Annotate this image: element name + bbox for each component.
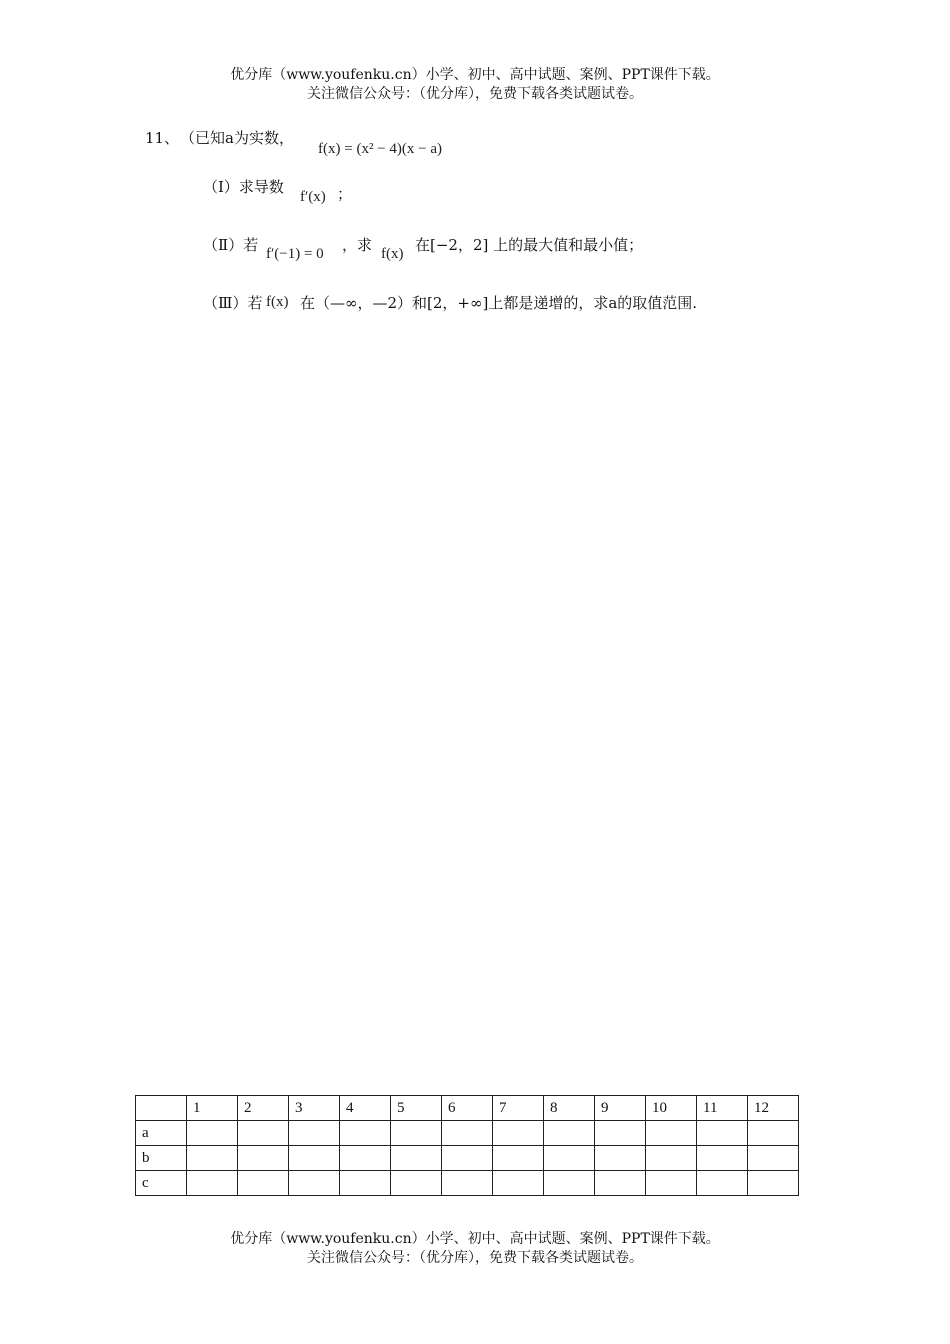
answer-table-header-cell: 12 — [748, 1096, 799, 1121]
part2-function: f(x) — [381, 246, 404, 262]
answer-table-header-cell: 6 — [442, 1096, 493, 1121]
answer-cell[interactable] — [289, 1171, 340, 1196]
answer-table — [135, 1095, 799, 1196]
answer-cell[interactable] — [340, 1171, 391, 1196]
part3-function: f(x) — [266, 294, 289, 310]
part1-end: ； — [337, 185, 353, 203]
answer-cell[interactable] — [697, 1121, 748, 1146]
answer-cell[interactable] — [442, 1121, 493, 1146]
answer-cell[interactable] — [238, 1121, 289, 1146]
part2-label: （Ⅱ）若 — [203, 236, 259, 254]
part3-end: 在（—∞，—2）和[2，+∞]上都是递增的，求a的取值范围. — [300, 294, 698, 312]
part3-label: （Ⅲ）若 — [203, 294, 263, 312]
part2-condition: f′(−1) = 0 — [266, 246, 324, 262]
answer-cell[interactable] — [646, 1121, 697, 1146]
answer-cell[interactable] — [340, 1146, 391, 1171]
answer-cell[interactable] — [646, 1171, 697, 1196]
part2-end: 在[−2，2] 上的最大值和最小值； — [415, 236, 644, 254]
answer-table-header-cell: 2 — [238, 1096, 289, 1121]
answer-cell[interactable] — [748, 1146, 799, 1171]
part1-derivative: f′(x) — [300, 189, 326, 205]
answer-cell[interactable] — [697, 1171, 748, 1196]
part2-mid: ，求 — [342, 236, 373, 254]
answer-table-header-cell: 9 — [595, 1096, 646, 1121]
answer-table-header-cell: 11 — [697, 1096, 748, 1121]
answer-table-header-row — [136, 1096, 799, 1121]
answer-cell[interactable] — [544, 1171, 595, 1196]
answer-cell[interactable] — [187, 1171, 238, 1196]
answer-cell[interactable] — [442, 1171, 493, 1196]
answer-cell[interactable] — [391, 1171, 442, 1196]
answer-table-row — [136, 1171, 799, 1196]
answer-cell[interactable] — [595, 1121, 646, 1146]
answer-table-header-cell: 3 — [289, 1096, 340, 1121]
answer-table-header-cell: 7 — [493, 1096, 544, 1121]
answer-table-row-label: c — [136, 1171, 187, 1196]
answer-cell[interactable] — [238, 1171, 289, 1196]
answer-table-header-cell: 10 — [646, 1096, 697, 1121]
answer-cell[interactable] — [187, 1121, 238, 1146]
answer-cell[interactable] — [391, 1146, 442, 1171]
answer-cell[interactable] — [544, 1146, 595, 1171]
answer-cell[interactable] — [442, 1146, 493, 1171]
header-line-1: 优分库（www.youfenku.cn）小学、初中、高中试题、案例、PPT课件下载。 — [230, 67, 720, 83]
answer-cell[interactable] — [595, 1171, 646, 1196]
question-intro: （已知a为实数， — [180, 129, 294, 147]
question-number: 11、 — [145, 129, 180, 147]
answer-cell[interactable] — [646, 1146, 697, 1171]
answer-table-header-cell: 5 — [391, 1096, 442, 1121]
answer-table-row — [136, 1146, 799, 1171]
answer-table-row-label: b — [136, 1146, 187, 1171]
answer-cell[interactable] — [238, 1146, 289, 1171]
answer-table-header-cell: 4 — [340, 1096, 391, 1121]
part1-label: （Ⅰ）求导数 — [203, 178, 284, 196]
answer-cell[interactable] — [493, 1121, 544, 1146]
answer-table-header-cell — [136, 1096, 187, 1121]
answer-table-header-cell: 8 — [544, 1096, 595, 1121]
answer-cell[interactable] — [289, 1121, 340, 1146]
answer-cell[interactable] — [187, 1146, 238, 1171]
answer-cell[interactable] — [289, 1146, 340, 1171]
answer-cell[interactable] — [697, 1146, 748, 1171]
header-line-2: 关注微信公众号：（优分库），免费下载各类试题试卷。 — [307, 86, 643, 102]
answer-table-header-cell: 1 — [187, 1096, 238, 1121]
answer-cell[interactable] — [493, 1171, 544, 1196]
answer-cell[interactable] — [595, 1146, 646, 1171]
answer-cell[interactable] — [748, 1171, 799, 1196]
footer-line-1: 优分库（www.youfenku.cn）小学、初中、高中试题、案例、PPT课件下载。 — [230, 1231, 720, 1247]
footer-line-2: 关注微信公众号：（优分库），免费下载各类试题试卷。 — [307, 1250, 643, 1266]
answer-cell[interactable] — [391, 1121, 442, 1146]
answer-cell[interactable] — [340, 1121, 391, 1146]
function-definition: f(x) = (x² − 4)(x − a) — [318, 141, 442, 157]
answer-table-row — [136, 1121, 799, 1146]
answer-table-row-label: a — [136, 1121, 187, 1146]
answer-cell[interactable] — [493, 1146, 544, 1171]
answer-cell[interactable] — [748, 1121, 799, 1146]
answer-cell[interactable] — [544, 1121, 595, 1146]
